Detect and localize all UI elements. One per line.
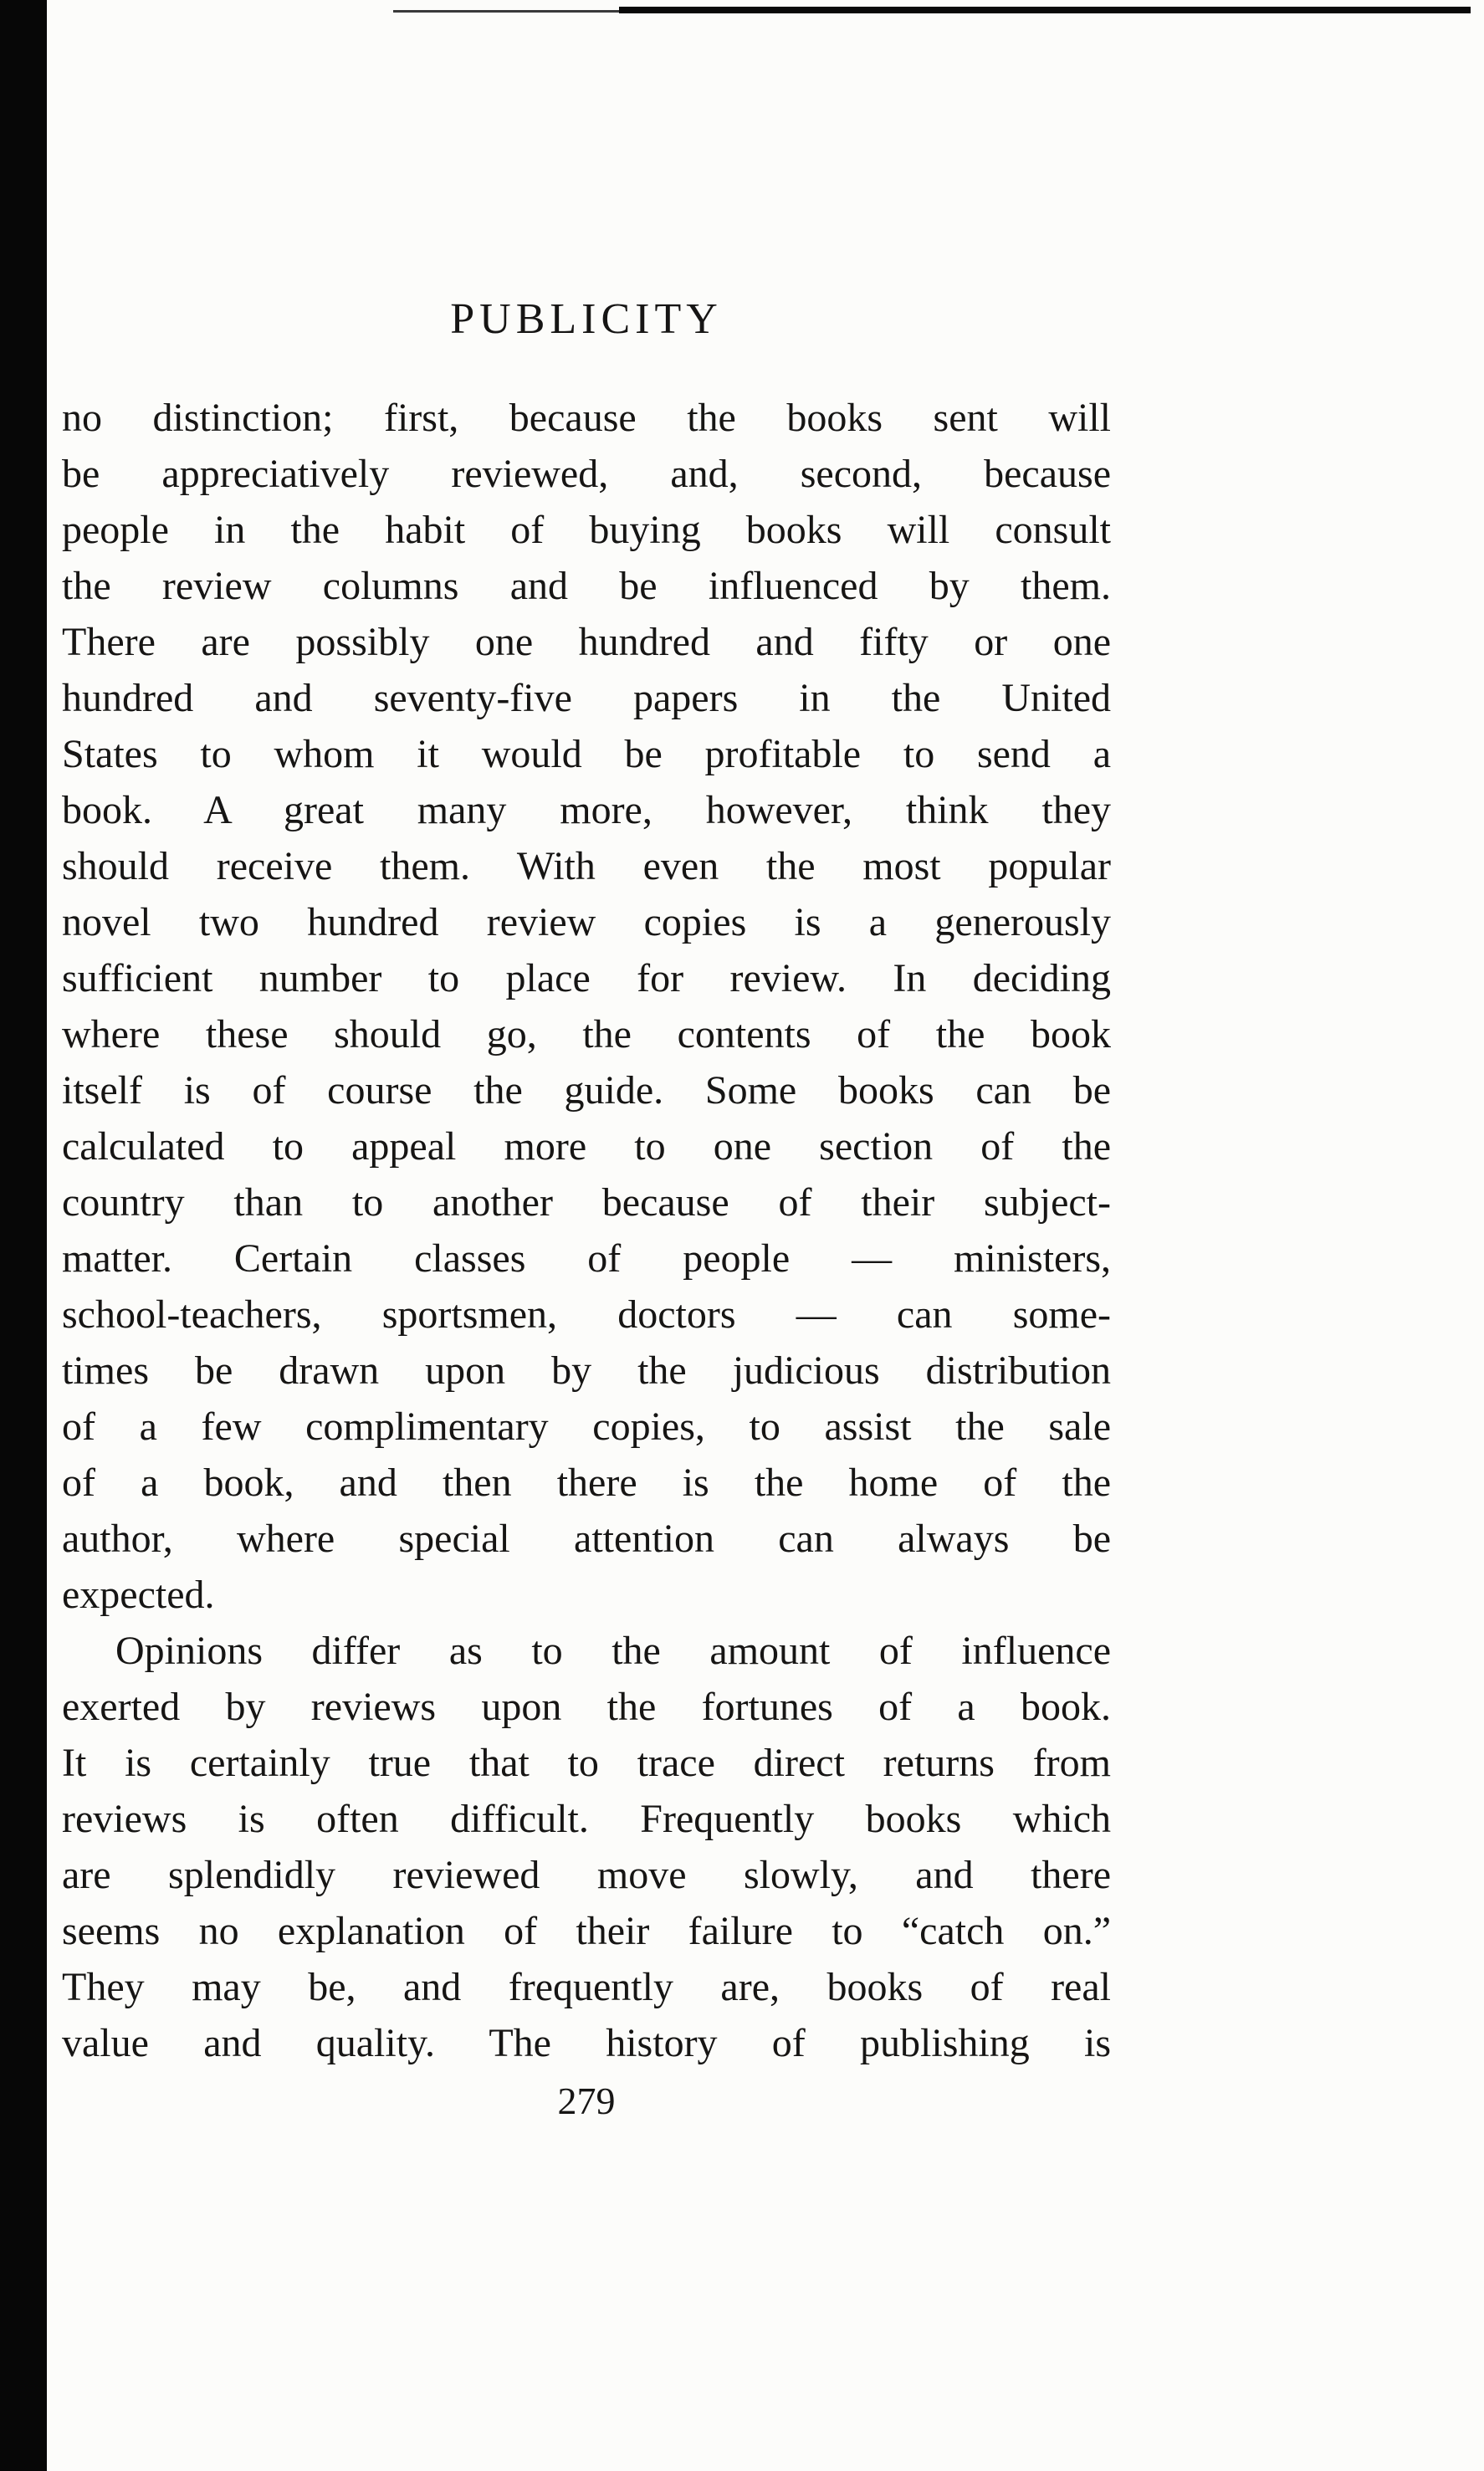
text-line: novel two hundred review copies is a generously [62, 900, 1111, 944]
paragraph [62, 390, 1111, 1623]
text-line: sufficient number to place for review. In deciding [62, 956, 1111, 1000]
text-line: reviews is often difficult. Frequently books which [62, 1797, 1111, 1841]
text-line: of a book, and then there is the home of the [62, 1461, 1111, 1505]
text-block [62, 294, 1111, 2126]
text-line: book. A great many more, however, think they [62, 788, 1111, 832]
text-line: calculated to appeal more to one section of the [62, 1124, 1111, 1169]
text-line: matter. Certain classes of people — ministers, [62, 1236, 1111, 1281]
text-line: people in the habit of buying books will consult [62, 508, 1111, 552]
text-line: be appreciatively reviewed, and, second, because [62, 452, 1111, 496]
text-line: There are possibly one hundred and fifty or one [62, 620, 1111, 664]
scan-top-rule-thin [393, 10, 644, 13]
text-line: no distinction; first, because the books sent will [62, 396, 1111, 440]
text-line: of a few complimentary copies, to assist the sale [62, 1404, 1111, 1449]
text-line: itself is of course the guide. Some books can be [62, 1068, 1111, 1113]
text-line: the review columns and be influenced by them. [62, 564, 1111, 608]
page-title: PUBLICITY [450, 295, 723, 343]
text-line: value and quality. The history of publishing is [62, 2021, 1111, 2065]
text-line: Opinions differ as to the amount of influence [115, 1629, 1111, 1673]
page-number: 279 [557, 2080, 616, 2122]
text-line: It is certainly true that to trace direct returns from [62, 1741, 1111, 1785]
text-line: times be drawn upon by the judicious distribution [62, 1348, 1111, 1393]
text-line: hundred and seventy-five papers in the United [62, 676, 1111, 720]
text-line: seems no explanation of their failure to “catch on.” [62, 1909, 1111, 1953]
text-line: where these should go, the contents of the book [62, 1012, 1111, 1056]
text-line: country than to another because of their subject- [62, 1180, 1111, 1225]
scan-edge-artifact [0, 0, 47, 2471]
scan-top-rule [619, 7, 1471, 13]
text-line: expected. [62, 1573, 215, 1617]
paragraph [62, 1623, 1111, 2071]
text-line: are splendidly reviewed move slowly, and there [62, 1853, 1111, 1897]
text-line: They may be, and frequently are, books of real [62, 1965, 1111, 2009]
text-line: States to whom it would be profitable to send a [62, 732, 1111, 776]
text-line: should receive them. With even the most popular [62, 844, 1111, 888]
text-line: author, where special attention can always be [62, 1517, 1111, 1561]
text-line: exerted by reviews upon the fortunes of a book. [62, 1685, 1111, 1729]
text-line: school-teachers, sportsmen, doctors — can some- [62, 1292, 1111, 1337]
